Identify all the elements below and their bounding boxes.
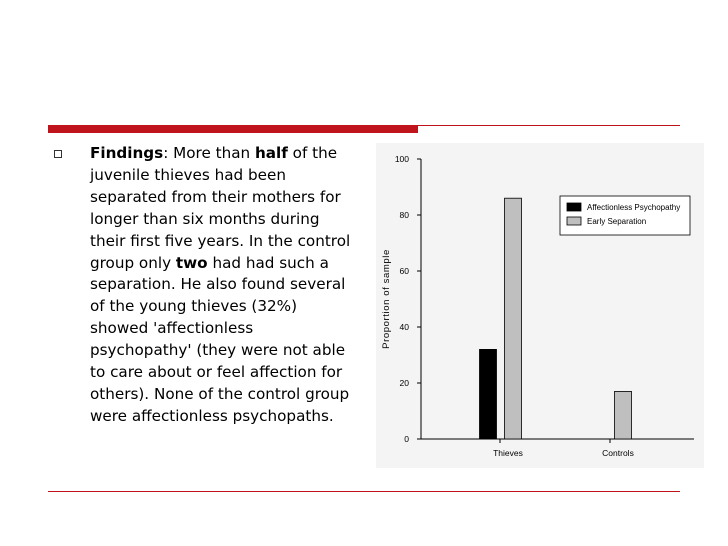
paragraph-run: of the juvenile thieves had been separated from their mothers for longer than six months during their first five years. In the control group only: [90, 144, 351, 272]
header-divider-line: [418, 125, 680, 126]
y-tick-label: 20: [399, 378, 409, 388]
header-accent-bar: [48, 125, 418, 133]
y-tick-label: 0: [404, 434, 409, 444]
legend-label: Early Separation: [587, 217, 647, 226]
footer-divider-line: [48, 491, 680, 492]
bar-affectionless-thieves: [480, 349, 497, 439]
bullet-square-icon: [54, 150, 62, 158]
emphasis-text: two: [175, 253, 208, 272]
legend-label: Affectionless Psychopathy: [587, 203, 681, 212]
emphasis-text: half: [254, 144, 288, 162]
paragraph-run: had had such a separation. He also found several of the young thieves (32%) showed 'affectionless psychopathy' (they were not able to care about or feel affection for others). None of the control group were affectionless psychopaths.: [90, 253, 350, 425]
findings-paragraph: [90, 143, 358, 428]
y-tick-label: 40: [399, 322, 409, 332]
y-axis-label: Proportion of sample: [381, 249, 392, 349]
bar-separation-thieves: [505, 198, 522, 439]
chart-svg: [376, 143, 704, 468]
y-tick-label: 60: [399, 266, 409, 276]
emphasis-text: Findings: [90, 144, 164, 162]
y-tick-label: 80: [399, 210, 409, 220]
legend-box: [560, 196, 690, 235]
findings-text: [90, 143, 358, 428]
bar-separation-controls: [615, 391, 632, 439]
bar-chart: [376, 143, 704, 468]
legend-swatch: [567, 217, 581, 225]
y-tick-label: 100: [394, 154, 409, 164]
paragraph-run: : More than: [163, 144, 255, 162]
legend-swatch: [567, 203, 581, 211]
x-tick-label: Thieves: [493, 448, 523, 458]
x-tick-label: Controls: [602, 448, 634, 458]
